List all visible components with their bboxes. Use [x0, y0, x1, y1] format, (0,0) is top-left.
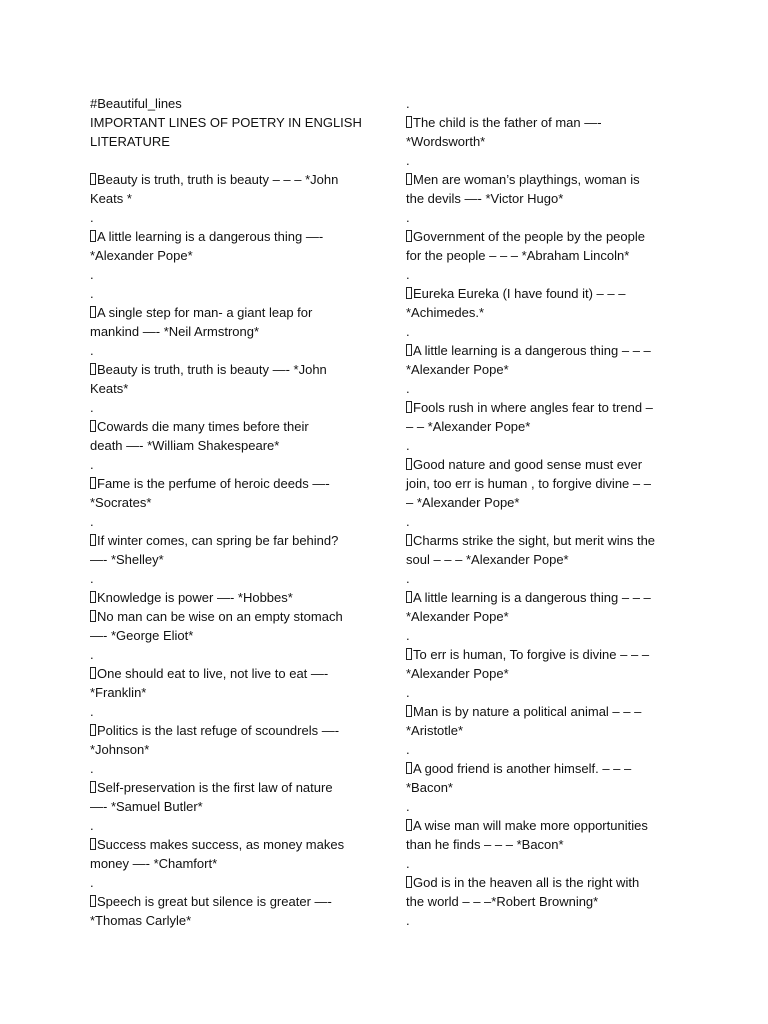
line-text: the devils —- *Victor Hugo* [406, 191, 564, 206]
line-text: . [90, 647, 94, 662]
missing-glyph-icon [90, 363, 96, 375]
line-text: Fame is the perfume of heroic deeds —- [97, 476, 330, 491]
right-text-line [406, 284, 686, 303]
right-text-line [406, 740, 686, 759]
missing-glyph-icon [90, 534, 96, 546]
line-text: Success makes success, as money makes [97, 837, 345, 852]
line-text: Government of the people by the people [413, 229, 645, 244]
left-text-line [90, 417, 370, 436]
missing-glyph-icon [90, 477, 96, 489]
line-text: . [406, 324, 410, 339]
left-text-line [90, 873, 370, 892]
left-text-line [90, 702, 370, 721]
left-text-line [90, 569, 370, 588]
missing-glyph-icon [90, 591, 96, 603]
line-text: money —- *Chamfort* [90, 856, 218, 871]
line-text: . [406, 856, 410, 871]
right-text-line [406, 360, 686, 379]
left-text-line [90, 341, 370, 360]
line-text: – *Alexander Pope* [406, 495, 520, 510]
right-text-line [406, 531, 686, 550]
missing-glyph-icon [90, 724, 96, 736]
line-text: . [406, 96, 410, 111]
left-text-line [90, 626, 370, 645]
left-text-line [90, 94, 370, 113]
left-text-line [90, 474, 370, 493]
line-text: *Achimedes.* [406, 305, 485, 320]
line-text: Good nature and good sense must ever [413, 457, 643, 472]
line-text: death —- *William Shakespeare* [90, 438, 280, 453]
line-text: Eureka Eureka (I have found it) – – – [413, 286, 626, 301]
right-text-line [406, 835, 686, 854]
missing-glyph-icon [90, 667, 96, 679]
line-text: . [406, 628, 410, 643]
left-text-line [90, 797, 370, 816]
missing-glyph-icon [406, 876, 412, 888]
line-text: *Franklin* [90, 685, 147, 700]
right-text-line [406, 455, 686, 474]
line-text: . [90, 457, 94, 472]
missing-glyph-icon [406, 230, 412, 242]
left-text-line [90, 132, 370, 151]
line-text: Beauty is truth, truth is beauty – – – *John [97, 172, 339, 187]
right-text-line [406, 721, 686, 740]
line-text: #Beautiful_lines [90, 96, 182, 111]
missing-glyph-icon [90, 420, 96, 432]
right-text-line [406, 588, 686, 607]
line-text: . [406, 571, 410, 586]
left-text-line [90, 892, 370, 911]
line-text: One should eat to live, not live to eat —- [97, 666, 329, 681]
line-text: A little learning is a dangerous thing —- [97, 229, 324, 244]
right-text-line [406, 132, 686, 151]
right-text-line [406, 816, 686, 835]
left-text-line [90, 379, 370, 398]
left-text-line [90, 683, 370, 702]
left-text-line [90, 265, 370, 284]
line-text: . [90, 514, 94, 529]
missing-glyph-icon [90, 230, 96, 242]
line-text: Politics is the last refuge of scoundrels —- [97, 723, 340, 738]
line-text: than he finds – – – *Bacon* [406, 837, 564, 852]
line-text: . [90, 875, 94, 890]
line-text: Cowards die many times before their [97, 419, 309, 434]
line-text: . [406, 267, 410, 282]
left-text-line [90, 816, 370, 835]
line-text: —- *Samuel Butler* [90, 799, 203, 814]
right-text-line [406, 246, 686, 265]
left-text-line [90, 778, 370, 797]
line-text: *Thomas Carlyle* [90, 913, 192, 928]
line-text: *Alexander Pope* [406, 362, 509, 377]
left-text-line [90, 664, 370, 683]
line-text: —- *Shelley* [90, 552, 164, 567]
line-text: Knowledge is power —- *Hobbes* [97, 590, 293, 605]
line-text: . [90, 400, 94, 415]
right-text-line [406, 398, 686, 417]
missing-glyph-icon [406, 762, 412, 774]
line-text: . [90, 761, 94, 776]
line-text: A little learning is a dangerous thing – – – [413, 343, 651, 358]
line-text: No man can be wise on an empty stomach [97, 609, 343, 624]
right-text-line [406, 569, 686, 588]
left-text-line [90, 151, 370, 170]
line-text: . [90, 704, 94, 719]
line-text: A good friend is another himself. – – – [413, 761, 632, 776]
left-text-line [90, 588, 370, 607]
line-text: . [406, 153, 410, 168]
left-text-line [90, 360, 370, 379]
missing-glyph-icon [406, 819, 412, 831]
missing-glyph-icon [90, 781, 96, 793]
line-text: LITERATURE [90, 134, 170, 149]
left-text-line [90, 911, 370, 930]
missing-glyph-icon [90, 838, 96, 850]
missing-glyph-icon [406, 116, 412, 128]
line-text: If winter comes, can spring be far behind? [97, 533, 339, 548]
left-text-line [90, 398, 370, 417]
right-text-line [406, 702, 686, 721]
right-text-line [406, 208, 686, 227]
missing-glyph-icon [406, 648, 412, 660]
right-text-line [406, 759, 686, 778]
line-text: Keats* [90, 381, 129, 396]
right-text-line [406, 493, 686, 512]
right-text-line [406, 778, 686, 797]
left-text-line [90, 208, 370, 227]
left-text-line [90, 512, 370, 531]
right-text-line [406, 645, 686, 664]
line-text: *Aristotle* [406, 723, 464, 738]
missing-glyph-icon [90, 610, 96, 622]
missing-glyph-icon [90, 306, 96, 318]
right-text-line [406, 151, 686, 170]
missing-glyph-icon [406, 591, 412, 603]
left-text-line [90, 170, 370, 189]
left-text-line [90, 759, 370, 778]
right-text-line [406, 626, 686, 645]
line-text: . [90, 818, 94, 833]
left-column [90, 94, 370, 930]
right-text-line [406, 854, 686, 873]
left-text-line [90, 455, 370, 474]
right-text-line [406, 550, 686, 569]
right-text-line [406, 189, 686, 208]
right-text-line [406, 322, 686, 341]
right-text-line [406, 797, 686, 816]
right-text-line [406, 113, 686, 132]
left-text-line [90, 284, 370, 303]
right-text-line [406, 94, 686, 113]
right-text-line [406, 911, 686, 930]
right-text-line [406, 379, 686, 398]
line-text: – – *Alexander Pope* [406, 419, 531, 434]
left-text-line [90, 322, 370, 341]
missing-glyph-icon [90, 173, 96, 185]
missing-glyph-icon [406, 287, 412, 299]
line-text: . [90, 210, 94, 225]
left-text-line [90, 550, 370, 569]
line-text: A single step for man- a giant leap for [97, 305, 313, 320]
line-text: Men are woman’s playthings, woman is [413, 172, 640, 187]
right-text-line [406, 170, 686, 189]
line-text: . [90, 286, 94, 301]
left-text-line [90, 246, 370, 265]
right-text-line [406, 417, 686, 436]
line-text: IMPORTANT LINES OF POETRY IN ENGLISH [90, 115, 362, 130]
line-text: . [406, 514, 410, 529]
line-text: Beauty is truth, truth is beauty —- *John [97, 362, 327, 377]
missing-glyph-icon [406, 173, 412, 185]
left-text-line [90, 854, 370, 873]
right-text-line [406, 265, 686, 284]
line-text: God is in the heaven all is the right with [413, 875, 640, 890]
line-text: . [406, 685, 410, 700]
left-text-line [90, 303, 370, 322]
line-text: *Alexander Pope* [90, 248, 193, 263]
missing-glyph-icon [90, 895, 96, 907]
line-text: for the people – – – *Abraham Lincoln* [406, 248, 630, 263]
right-text-line [406, 873, 686, 892]
line-text: Keats * [90, 191, 132, 206]
line-text: To err is human, To forgive is divine – – – [413, 647, 650, 662]
right-text-line [406, 664, 686, 683]
right-text-line [406, 474, 686, 493]
right-text-line [406, 607, 686, 626]
line-text: . [90, 267, 94, 282]
right-column [406, 94, 686, 930]
line-text: *Bacon* [406, 780, 453, 795]
line-text: . [90, 571, 94, 586]
line-text: join, too err is human , to forgive divine – – [406, 476, 651, 491]
line-text: . [90, 343, 94, 358]
left-text-line [90, 835, 370, 854]
line-text: . [406, 799, 410, 814]
line-text: mankind —- *Neil Armstrong* [90, 324, 260, 339]
left-text-line [90, 607, 370, 626]
line-text: A wise man will make more opportunities [413, 818, 648, 833]
missing-glyph-icon [406, 401, 412, 413]
right-text-line [406, 892, 686, 911]
right-text-line [406, 341, 686, 360]
line-text: *Wordsworth* [406, 134, 486, 149]
line-text: A little learning is a dangerous thing – – – [413, 590, 651, 605]
line-text: *Johnson* [90, 742, 150, 757]
line-text: Fools rush in where angles fear to trend – [413, 400, 653, 415]
line-text: *Alexander Pope* [406, 609, 509, 624]
line-text: the world – – –*Robert Browning* [406, 894, 599, 909]
left-text-line [90, 189, 370, 208]
line-text: Man is by nature a political animal – – – [413, 704, 642, 719]
left-text-line [90, 740, 370, 759]
line-text: Self-preservation is the first law of nature [97, 780, 333, 795]
left-text-line [90, 531, 370, 550]
missing-glyph-icon [406, 705, 412, 717]
missing-glyph-icon [406, 458, 412, 470]
missing-glyph-icon [406, 534, 412, 546]
line-text: . [406, 210, 410, 225]
left-text-line [90, 493, 370, 512]
line-text: . [406, 381, 410, 396]
line-text: Speech is great but silence is greater —- [97, 894, 332, 909]
missing-glyph-icon [406, 344, 412, 356]
line-text: —- *George Eliot* [90, 628, 194, 643]
line-text: *Alexander Pope* [406, 666, 509, 681]
left-text-line [90, 645, 370, 664]
right-text-line [406, 683, 686, 702]
line-text: The child is the father of man —- [413, 115, 602, 130]
left-text-line [90, 721, 370, 740]
line-text: soul – – – *Alexander Pope* [406, 552, 569, 567]
line-text: . [406, 913, 410, 928]
left-text-line [90, 436, 370, 455]
line-text: *Socrates* [90, 495, 152, 510]
line-text: Charms strike the sight, but merit wins the [413, 533, 656, 548]
right-text-line [406, 436, 686, 455]
line-text: . [406, 742, 410, 757]
line-text: . [406, 438, 410, 453]
left-text-line [90, 227, 370, 246]
right-text-line [406, 303, 686, 322]
left-text-line [90, 113, 370, 132]
right-text-line [406, 227, 686, 246]
right-text-line [406, 512, 686, 531]
